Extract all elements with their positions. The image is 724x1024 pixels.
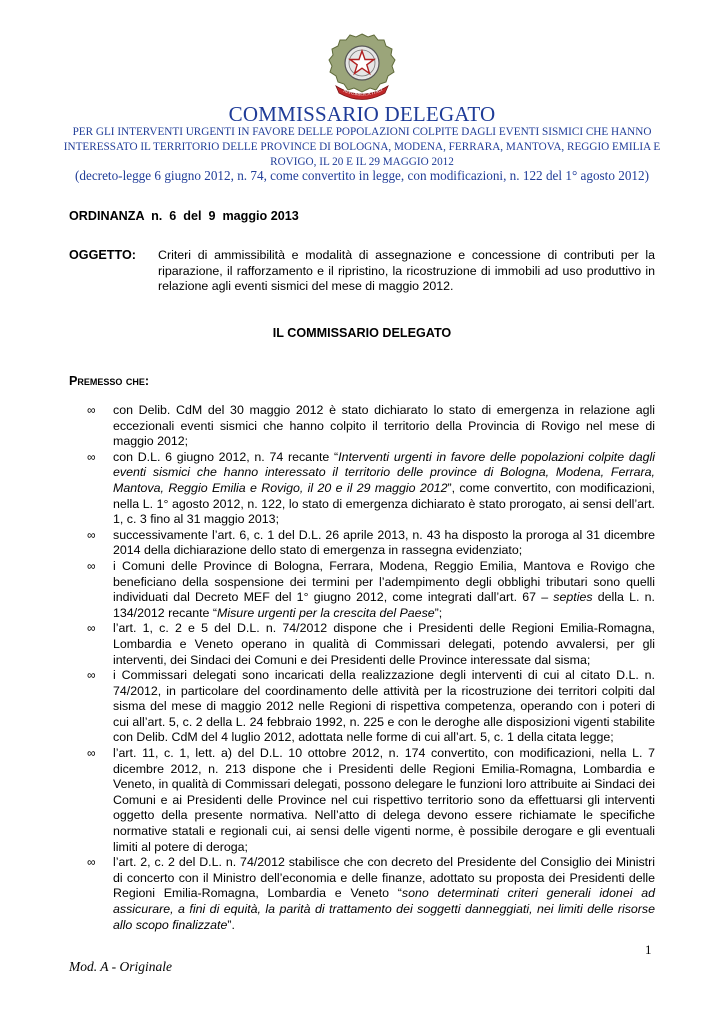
list-item-text: ”. xyxy=(227,917,235,932)
list-item xyxy=(87,855,655,933)
page-number: 1 xyxy=(645,942,652,957)
bullet-icon: ∞ xyxy=(87,668,96,683)
list-item xyxy=(87,558,655,621)
list-item-text: con D.L. 6 giugno 2012, n. 74 recante “ xyxy=(113,449,339,464)
ordinance-number: ORDINANZA n. 6 del 9 maggio 2013 xyxy=(69,209,299,223)
list-item-text: con Delib. CdM del 30 maggio 2012 è stato dichiarato lo stato di emergenza in relazione agli eccezionali eventi sismici che hanno colpito il territorio della Provincia di Rovigo nel mese di maggio 2012; xyxy=(113,403,655,449)
list-item-italic: septies xyxy=(553,590,593,605)
premises-heading: Premesso che: xyxy=(69,374,150,388)
bullet-icon: ∞ xyxy=(87,403,96,417)
list-item-italic: sono determinati criteri generali idonei ad assicurare, a fini di equità, la parità di trattamento dei soggetti danneggiati, nei limiti delle risorse allo scopo finalizzate xyxy=(113,886,655,932)
document-subtitle: PER GLI INTERVENTI URGENTI IN FAVORE DELLE POPOLAZIONI COLPITE DAGLI EVENTI SISMICI CHE HANNO INTERESSATO IL TERRITORIO DELLE PROVINCE DI BOLOGNA, MODENA, FERRARA, MANTOVA, REGGIO EMILIA E ROVIGO, IL 20 E IL 29 MAGGIO 2012 xyxy=(63,126,661,168)
list-item-text: successivamente l’art. 6, c. 1 del D.L. 26 aprile 2013, n. 43 ha disposto la proroga al 31 dicembre 2014 della dichiarazione dello stato di emergenza in rassegna evidenziato; xyxy=(113,527,655,558)
subject-text: Criteri di ammissibilità e modalità di assegnazione e concessione di contributi per la riparazione, il rafforzamento e il ripristino, la ricostruzione di immobili ad uso produttivo in relazione agli eventi sismici del mese di maggio 2012. xyxy=(158,248,655,293)
list-item xyxy=(87,746,655,855)
bullet-icon: ∞ xyxy=(87,558,96,573)
list-item xyxy=(87,668,655,746)
list-item-text: della L. n. 134/2012 recante “ xyxy=(113,590,655,620)
bullet-icon: ∞ xyxy=(87,855,96,870)
subject-label: OGGETTO: xyxy=(69,248,136,262)
footer-note: Mod. A - Originale xyxy=(69,959,172,974)
list-item xyxy=(87,527,655,559)
list-item xyxy=(87,621,655,668)
italian-republic-emblem-icon xyxy=(322,30,402,102)
list-item xyxy=(87,403,655,450)
bullet-icon: ∞ xyxy=(87,527,96,542)
list-item xyxy=(87,449,655,528)
decree-reference: (decreto-legge 6 giugno 2012, n. 74, come convertito in legge, con modificazioni, n. 122 del 1° agosto 2012) xyxy=(74,168,650,183)
list-item-text: l’art. 1, c. 2 e 5 del D.L. n. 74/2012 dispone che i Presidenti delle Regioni Emilia-Romagna, Lombardia e Veneto operano in qualità di Commissari delegati, potendo avvalersi, per gli interventi, dei Sindaci dei Comuni e dei Presidenti delle Province interessate dal sisma; xyxy=(113,621,655,667)
bullet-icon: ∞ xyxy=(87,621,96,636)
emblem-ribbon-text: REPUBBLICA ITALI xyxy=(342,86,384,97)
list-item-text: l’art. 2, c. 2 del D.L. n. 74/2012 stabilisce che con decreto del Presidente del Consiglio dei Ministri di concerto con il Ministro dell’economia e delle finanze, adottato su proposta dei Presidenti delle Regioni Emilia-Romagna, Lombardia e Veneto “ xyxy=(113,855,655,901)
list-item-text: l’art. 11, c. 1, lett. a) del D.L. 10 ottobre 2012, n. 174 convertito, con modificazioni, nella L. 7 dicembre 2012, n. 213 dispone che i Presidenti delle Regioni Emilia-Romagna, Lombardia e Veneto, in qualità di Commissari delegati, possono delegare le funzioni loro attribuite ai Sindaci dei Comuni e ai Presidenti delle Province nel cui rispettivo territorio sono da effettuarsi gli interventi oggetto della presente normativa. Nell’atto di delega devono essere richiamate le specifiche normative statali e regionali cui, ai sensi delle vigenti norme, è possibile derogare e gli eventuali limiti al potere di deroga; xyxy=(113,746,655,854)
document-title: COMMISSARIO DELEGATO xyxy=(228,102,496,126)
list-item-italic: Interventi urgenti in favore delle popolazioni colpite dagli eventi sismici che hanno interessato il territorio delle province di Bologna, Modena, Ferrara, Mantova, Reggio Emilia e Rovigo, il 20 e il 29 maggio 2012 xyxy=(113,449,655,495)
premises-list xyxy=(87,403,655,933)
bullet-icon: ∞ xyxy=(87,746,96,761)
list-item-text: i Comuni delle Province di Bologna, Ferrara, Modena, Reggio Emilia, Mantova e Rovigo che beneficiano della sospensione dei termini per l’adempimento degli obblighi tributari sono quelli individuati dal Decreto MEF del 1° giugno 2012, come integrati dall’art. 67 – xyxy=(113,558,655,605)
list-item-text: ”, come convertito, con modificazioni, nella L. 1° agosto 2012, n. 122, lo stato di emergenza dichiarato è stato prorogato, ai sensi dell’art. 1, c. 3 fino al 31 maggio 2013; xyxy=(113,480,655,527)
section-heading: IL COMMISSARIO DELEGATO xyxy=(272,326,452,340)
list-item-text: i Commissari delegati sono incaricati della realizzazione degli interventi di cui al citato D.L. n. 74/2012, in particolare del coordinamento delle attività per la ricostruzione dei territori colpiti dal sisma del mese di maggio 2012 nelle Regioni di rispettiva competenza, operando con i poteri di cui all’art. 5, c. 2 della L. 24 febbraio 1992, n. 225 e con le deroghe alle disposizioni vigenti stabilite con Delib. CdM del 4 luglio 2012, adottata nelle forme di cui all’art. 5, c. 1 della citata legge; xyxy=(113,668,655,745)
list-item-italic: Misure urgenti per la crescita del Paese xyxy=(217,605,435,620)
bullet-icon: ∞ xyxy=(87,449,96,464)
list-item-text: ”; xyxy=(434,605,443,620)
